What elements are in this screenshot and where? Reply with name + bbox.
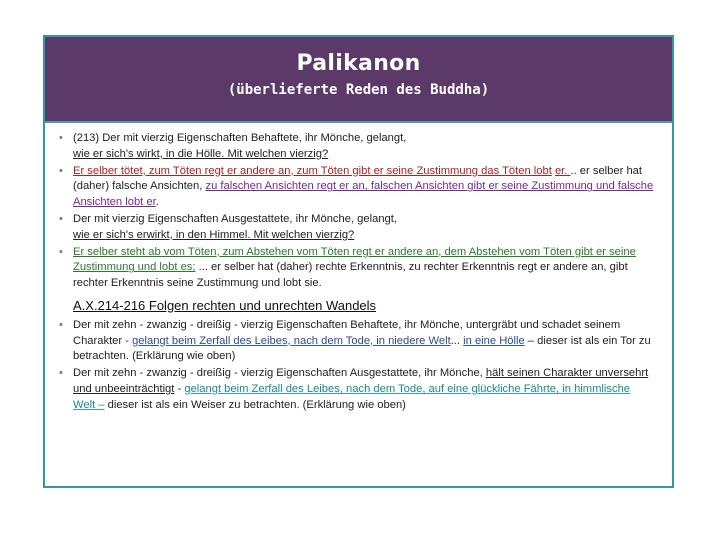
item-text-red: er. xyxy=(554,164,571,177)
list-item xyxy=(55,131,655,163)
bullet-icon: • xyxy=(59,132,63,144)
item-text-underlined: wie er sich's erwirkt, in den Himmel. Mit welchen vierzig? xyxy=(73,228,355,241)
bullet-icon: • xyxy=(59,245,63,258)
item-text-underlined: hält seinen Charakter unversehrt und unbeeinträchtigt xyxy=(73,367,649,395)
item-text: Der mit zehn - zwanzig - dreißig - vierzig Eigenschaften Ausgestattete, ihr Mönche, xyxy=(73,367,486,380)
item-text-purple: zu falschen Ansichten regt er an, falschen Ansichten gibt er seine Zustimmung und falsche Ansichten lobt er xyxy=(73,180,654,209)
content-area xyxy=(55,131,655,415)
list-item xyxy=(55,164,655,211)
list-item xyxy=(55,212,655,244)
item-text: ... xyxy=(450,334,464,347)
bullet-list-2 xyxy=(55,318,655,414)
list-item xyxy=(55,366,655,413)
item-text-green: Er selber steht ab vom Töten, zum Abstehen vom Töten regt er andere an, dem Abstehen vom Töten gibt er seine Zustimmung und lobt es; xyxy=(73,245,636,274)
bullet-icon: • xyxy=(59,164,63,177)
bullet-list-1 xyxy=(55,131,655,292)
section-heading: A.X.214-216 Folgen rechten und unrechten Wandels xyxy=(73,297,377,313)
item-text-underlined: wie er sich's wirkt, in die Hölle. Mit welchen vierzig? xyxy=(73,147,329,160)
item-text: - xyxy=(174,382,185,395)
list-item xyxy=(55,318,655,365)
bullet-icon: • xyxy=(59,367,63,380)
page-subtitle: (überlieferte Reden des Buddha) xyxy=(227,82,490,98)
item-text: dieser ist als ein Weiser zu betrachten. (Erklärung wie oben) xyxy=(104,398,406,411)
item-text: (213) Der mit vierzig Eigenschaften Behaftete, ihr Mönche, gelangt, xyxy=(73,132,407,144)
item-text: . xyxy=(155,196,159,209)
item-text: Der mit zehn - zwanzig - dreißig - vierzig Eigenschaften Behaftete, ihr Mönche, untergräbt und schadet seinem Charakter - xyxy=(73,318,621,347)
item-text: ... er selber hat (daher) rechte Erkenntnis, zu rechter Erkenntnis regt er andere an, gibt rechter Erkenntnis seine Zustimmung und lobt sie. xyxy=(73,261,628,290)
item-text: – dieser ist als ein Tor zu betrachten. (Erklärung wie oben) xyxy=(73,334,651,363)
item-text-teal: gelangt beim Zerfall des Leibes, nach dem Tode, auf eine glückliche Fährte, in himmlische Welt – xyxy=(73,382,631,411)
item-text-blue: gelangt beim Zerfall des Leibes, nach dem Tode, in niedere Welt xyxy=(132,334,451,347)
item-text: .. er selber hat (daher) falsche Ansichten, xyxy=(73,164,642,193)
page-title: Palikanon xyxy=(296,51,421,76)
item-text: Der mit vierzig Eigenschaften Ausgestattete, ihr Mönche, gelangt, xyxy=(73,212,397,225)
slide xyxy=(43,35,674,488)
title-banner xyxy=(45,37,672,123)
item-text-blue: in eine Hölle xyxy=(463,334,525,347)
bullet-icon: • xyxy=(59,318,63,331)
list-item xyxy=(55,245,655,292)
item-text-red: Er selber tötet, zum Töten regt er andere an, zum Töten gibt er seine Zustimmung das Töten lobt xyxy=(73,164,552,177)
bullet-icon: • xyxy=(59,212,63,225)
